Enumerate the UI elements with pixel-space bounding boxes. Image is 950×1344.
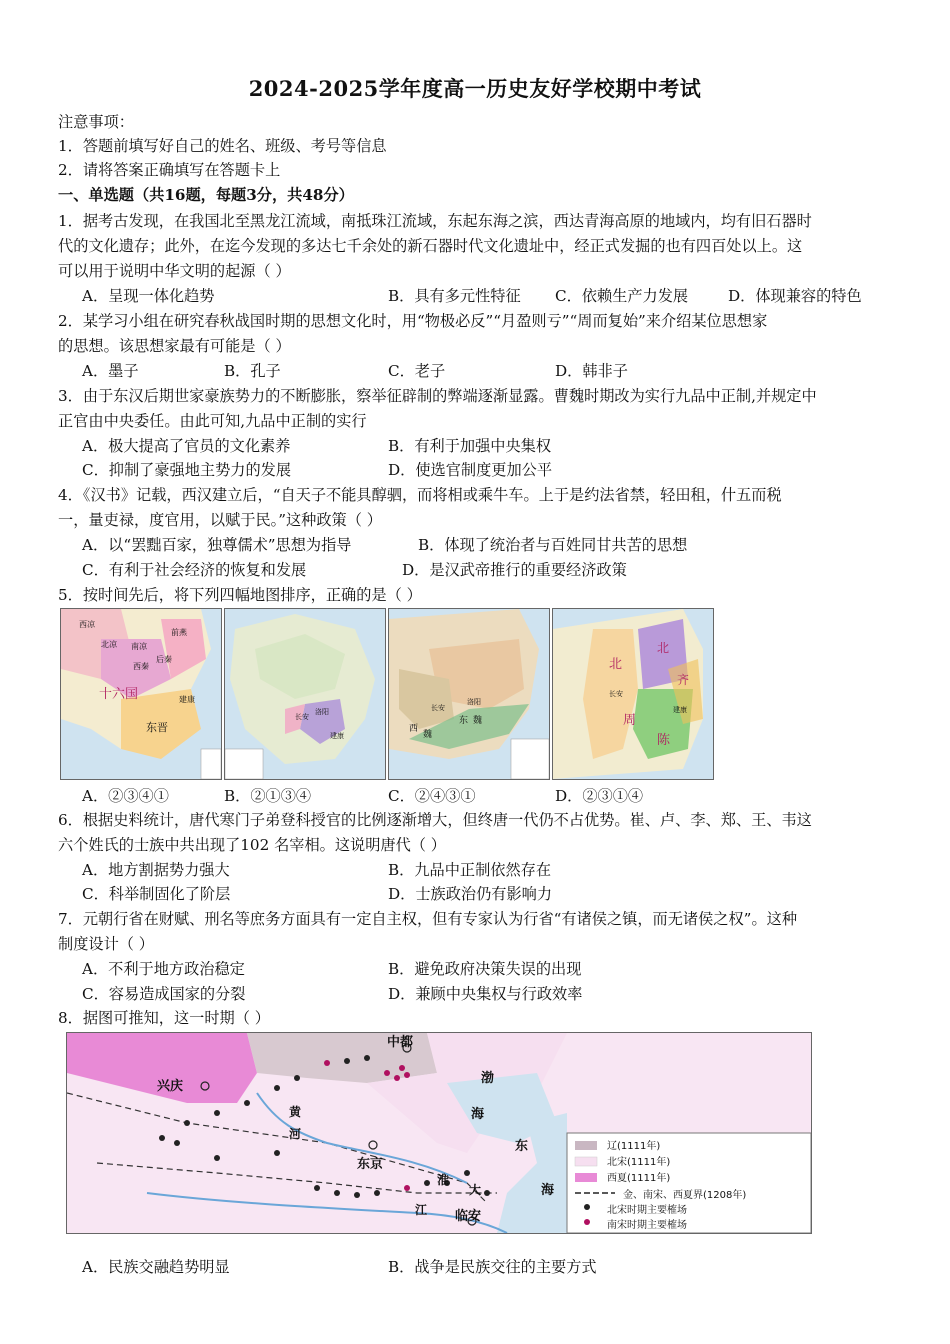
map-place: 淮 — [437, 1173, 450, 1187]
map-label: 魏 — [423, 730, 433, 740]
map-label: 前燕 — [171, 628, 187, 637]
option-b: B．战争是民族交往的主要方式 — [388, 1258, 597, 1276]
question-text: 7．元朝行省在财赋、刑名等庶务方面具有一定自主权，但有专家认为行省“有诸侯之镇，而无诸侯之权”。这种 — [58, 910, 798, 928]
section-heading: 一、单选题（共16题，每题3分，共48分） — [58, 186, 354, 204]
map-8-drawing — [67, 1033, 811, 1233]
map-legend — [225, 749, 263, 779]
map-label: 长安 — [431, 704, 445, 712]
option-c: C．有利于社会经济的恢复和发展 — [82, 561, 307, 579]
map-label: 陈 — [657, 733, 671, 748]
map-place: 江 — [415, 1203, 428, 1217]
map-8 — [66, 1032, 812, 1234]
map-label: 北 — [657, 641, 670, 655]
map-label: 东 — [459, 716, 469, 726]
map-place: 海 — [471, 1107, 485, 1122]
notice-item: 1．答题前填写好自己的姓名、班级、考号等信息 — [58, 137, 387, 155]
map-label: 北 — [609, 657, 623, 672]
option-b: B．具有多元性特征 — [388, 287, 521, 305]
legend-label: 辽(1111年) — [607, 1141, 661, 1152]
option-a: A．以“罢黜百家，独尊儒术”思想为指导 — [82, 536, 352, 554]
map-4-drawing — [553, 609, 713, 779]
map-3 — [388, 608, 550, 780]
map-place: 东 — [515, 1139, 529, 1154]
option-d: D．②③①④ — [555, 787, 644, 805]
question-text: 一，量吏禄，度官用，以赋于民。”这种政策（ ） — [58, 511, 382, 529]
option-a: A．不利于地方政治稳定 — [82, 960, 245, 978]
question-text: 1．据考古发现，在我国北至黑龙江流域，南抵珠江流域，东起东海之滨，西达青海高原的地域内，均有旧石器时 — [58, 212, 812, 230]
question-text: 3．由于东汉后期世家豪族势力的不断膨胀，察举征辟制的弊端逐渐显露。曹魏时期改为实行九品中正制,并规定中 — [58, 387, 817, 405]
map-label: 建康 — [330, 732, 344, 740]
map-1-drawing — [61, 609, 221, 779]
map-place: 渤 — [481, 1071, 495, 1086]
map-place: 兴庆 — [157, 1079, 184, 1094]
option-b: B．②①③④ — [224, 787, 312, 805]
option-d: D．韩非子 — [555, 362, 628, 380]
map-label: 长安 — [609, 690, 623, 698]
option-c: C．老子 — [388, 362, 446, 380]
map-legend — [201, 749, 221, 779]
map-label: 西凉 — [79, 620, 95, 629]
map-place: 东京 — [357, 1157, 384, 1172]
map-label: 十六国 — [99, 687, 139, 702]
question-text: 正官由中央委任。由此可知,九品中正制的实行 — [58, 412, 367, 430]
legend-label: 北宋(1111年) — [607, 1157, 671, 1168]
map-legend — [567, 1133, 811, 1233]
option-a: A．呈现一体化趋势 — [82, 287, 215, 305]
map-label: 洛阳 — [467, 698, 481, 706]
legend-swatch-xixia — [575, 1173, 597, 1182]
map-label: 西 — [409, 724, 419, 734]
option-a: A．极大提高了官员的文化素养 — [82, 437, 291, 455]
option-c: C．抑制了豪强地主势力的发展 — [82, 461, 292, 479]
option-c: C．依赖生产力发展 — [555, 287, 689, 305]
option-d: D．体现兼容的特色 — [728, 287, 862, 305]
map-label: 魏 — [473, 716, 483, 726]
option-d: D．士族政治仍有影响力 — [388, 885, 553, 903]
legend-swatch-song — [575, 1157, 597, 1166]
map-3-drawing — [389, 609, 549, 779]
map-label: 长安 — [295, 713, 309, 721]
option-b: B．孔子 — [224, 362, 281, 380]
map-label: 建康 — [179, 695, 195, 704]
option-d: D．使选官制度更加公平 — [388, 461, 553, 479]
map-place: 河 — [289, 1127, 302, 1141]
legend-label: 西夏(1111年) — [607, 1173, 671, 1184]
map-label: 后秦 — [156, 655, 172, 664]
map-place: 海 — [541, 1183, 555, 1198]
question-text: 4．《汉书》记载，西汉建立后，“自天子不能具醇驷，而将相或乘牛车。上于是约法省禁，轻田租，什五而税 — [58, 486, 782, 504]
question-text: 6．根据史料统计，唐代寒门子弟登科授官的比例逐渐增大，但终唐一代仍不占优势。崔、卢、李、郑、王、韦这 — [58, 811, 812, 829]
map-place: 黄 — [289, 1105, 302, 1119]
legend-dot-south — [584, 1219, 590, 1225]
map-place: 大 — [469, 1183, 482, 1197]
question-text: 可以用于说明中华文明的起源（ ） — [58, 262, 291, 280]
option-a: A．②③④① — [82, 787, 169, 805]
question-text: 制度设计（ ） — [58, 935, 154, 953]
question-text: 六个姓氏的士族中共出现了102 名宰相。这说明唐代（ ） — [58, 836, 446, 854]
map-place: 中都 — [387, 1035, 414, 1050]
map-label: 周 — [623, 713, 637, 728]
legend-swatch-liao — [575, 1141, 597, 1150]
map-2-drawing — [225, 609, 385, 779]
option-c: C．科举制固化了阶层 — [82, 885, 231, 903]
legend-label: 北宋时期主要榷场 — [607, 1205, 687, 1216]
option-a: A．地方割据势力强大 — [82, 861, 230, 879]
question-text: 5．按时间先后，将下列四幅地图排序，正确的是（ ） — [58, 586, 422, 604]
option-b: B．有利于加强中央集权 — [388, 437, 552, 455]
option-c: C．②④③① — [388, 787, 476, 805]
option-d: D．是汉武帝推行的重要经济政策 — [402, 561, 627, 579]
map-label: 西秦 — [133, 662, 149, 671]
question-text: 2．某学习小组在研究春秋战国时期的思想文化时，用“物极必反”“月盈则亏”“周而复始”来介绍某位思想家 — [58, 312, 768, 330]
map-label: 南凉 — [131, 642, 147, 651]
map-place: 临安 — [455, 1209, 482, 1224]
option-c: C．容易造成国家的分裂 — [82, 985, 246, 1003]
map-label: 齐 — [677, 673, 690, 687]
map-label: 北凉 — [101, 640, 117, 649]
legend-dot-north — [584, 1204, 590, 1210]
map-label: 东晋 — [146, 721, 168, 734]
option-b: B．避免政府决策失误的出现 — [388, 960, 582, 978]
option-a: A．墨子 — [82, 362, 139, 380]
map-1 — [60, 608, 222, 780]
notice-heading: 注意事项： — [58, 113, 134, 131]
map-label: 建康 — [673, 706, 687, 714]
map-2 — [224, 608, 386, 780]
page-title: 2024-2025学年度高一历史友好学校期中考试 — [248, 76, 702, 101]
option-b: B．体现了统治者与百姓同甘共苦的思想 — [418, 536, 688, 554]
legend-label: 金、南宋、西夏界(1208年) — [623, 1190, 747, 1201]
question-text: 8．据图可推知，这一时期（ ） — [58, 1009, 270, 1027]
legend-label: 南宋时期主要榷场 — [607, 1220, 687, 1231]
map-4 — [552, 608, 714, 780]
notice-item: 2．请将答案正确填写在答题卡上 — [58, 161, 281, 179]
map-label: 洛阳 — [315, 708, 329, 716]
option-a: A．民族交融趋势明显 — [82, 1258, 230, 1276]
question-text: 的思想。该思想家最有可能是（ ） — [58, 337, 291, 355]
option-b: B．九品中正制依然存在 — [388, 861, 552, 879]
option-d: D．兼顾中央集权与行政效率 — [388, 985, 583, 1003]
map-legend — [511, 739, 549, 779]
question-text: 代的文化遗存；此外，在迄今发现的多达七千余处的新石器时代文化遗址中，经正式发掘的也有四百处以上。这 — [58, 237, 803, 255]
